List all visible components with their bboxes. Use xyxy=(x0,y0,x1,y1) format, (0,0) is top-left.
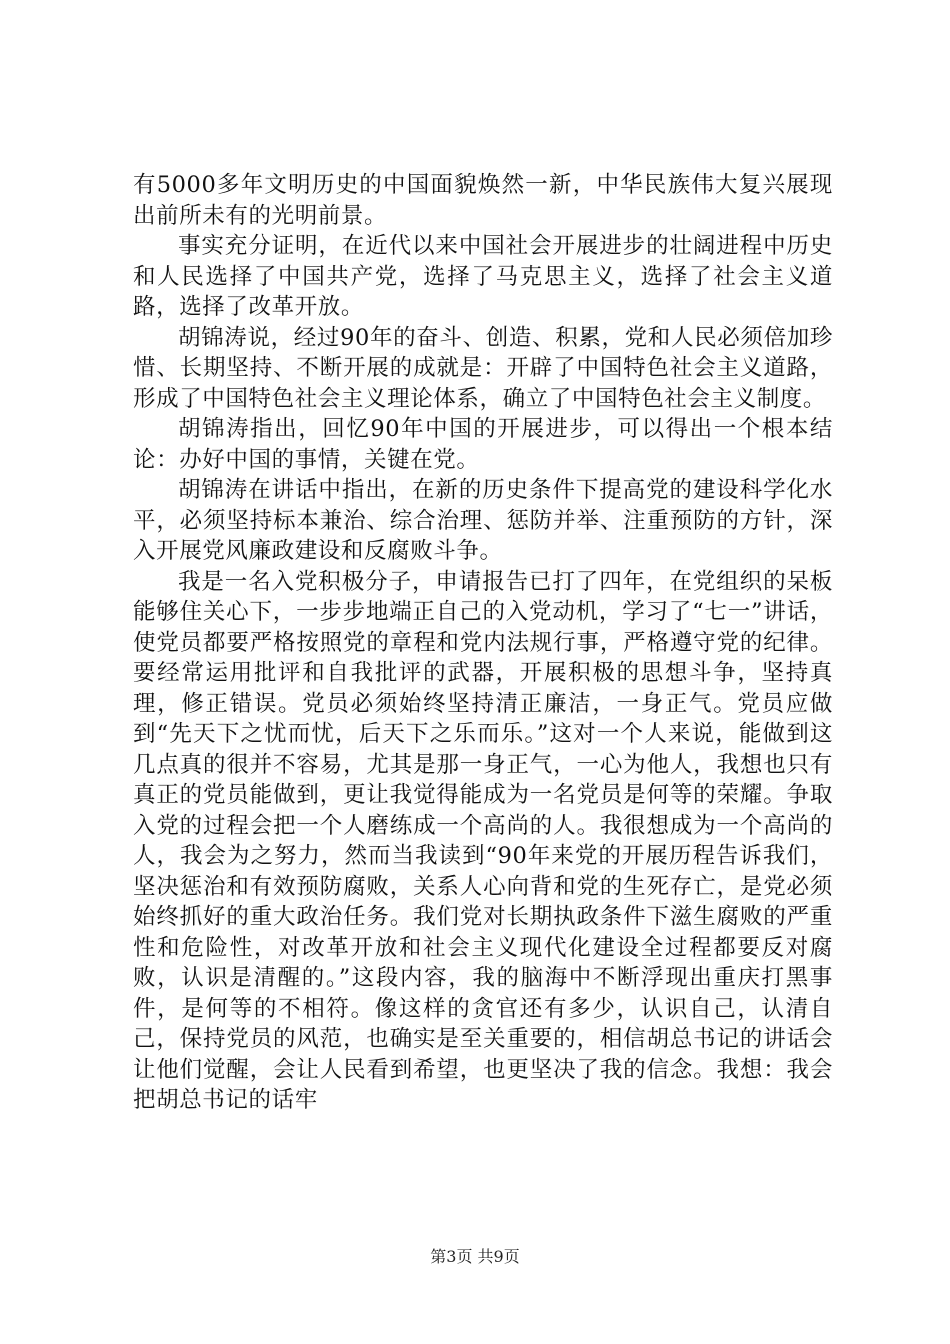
paragraph-2: 事实充分证明，在近代以来中国社会开展进步的壮阔进程中历史和人民选择了中国共产党，选择了马克思主义，选择了社会主义道路，选择了改革开放。 xyxy=(133,233,833,320)
page-number-footer: 第3页 共9页 xyxy=(430,1247,520,1266)
paragraph-4: 胡锦涛指出，回忆90年中国的开展进步，可以得出一个根本结论：办好中国的事情，关键在党。 xyxy=(133,416,833,473)
paragraph-1: 有5000多年文明历史的中国面貌焕然一新，中华民族伟大复兴展现出前所未有的光明前景。 xyxy=(133,172,833,229)
document-body xyxy=(133,170,833,1116)
paragraph-3: 胡锦涛说，经过90年的奋斗、创造、积累，党和人民必须倍加珍惜、长期坚持、不断开展的成就是：开辟了中国特色社会主义道路，形成了中国特色社会主义理论体系，确立了中国特色社会主义制度。 xyxy=(133,324,833,412)
paragraph-5: 胡锦涛在讲话中指出，在新的历史条件下提高党的建设科学化水平，必须坚持标本兼治、综合治理、惩防并举、注重预防的方针，深入开展党风廉政建设和反腐败斗争。 xyxy=(133,477,833,564)
paragraph-6: 我是一名入党积极分子，申请报告已打了四年，在党组织的呆板能够住关心下，一步步地端正自己的入党动机，学习了“七一”讲话，使党员都要严格按照党的章程和党内法规行事，严格遵守党的纪律。要经常运用批评和自我批评的武器，开展积极的思想斗争，坚持真理，修正错误。党员必须始终坚持清正廉洁，一身正气。党员应做到“先天下之忧而忧，后天下之乐而乐。”这对一个人来说，能做到这几点真的很并不容易，尤其是那一身正气，一心为他人，我想也只有真正的党员能做到，更让我觉得能成为一名党员是何等的荣耀。争取入党的过程会把一个人磨练成一个高尚的人。我很想成为一个高尚的人，我会为之努力，然而当我读到“90年来党的开展历程告诉我们，坚决惩治和有效预防腐败，关系人心向背和党的生死存亡，是党必须始终抓好的重大政治任务。我们党对长期执政条件下滋生腐败的严重性和危险性，对改革开放和社会主义现代化建设全过程都要反对腐败，认识是清醒的。”这段内容，我的脑海中不断浮现出重庆打黑事件，是何等的不相符。像这样的贪官还有多少，认识自己，认清自己，保持党员的风范，也确实是至关重要的，相信胡总书记的讲话会让他们觉醒，会让人民看到希望，也更坚决了我的信念。我想：我会把胡总书记的话牢 xyxy=(133,568,833,1113)
